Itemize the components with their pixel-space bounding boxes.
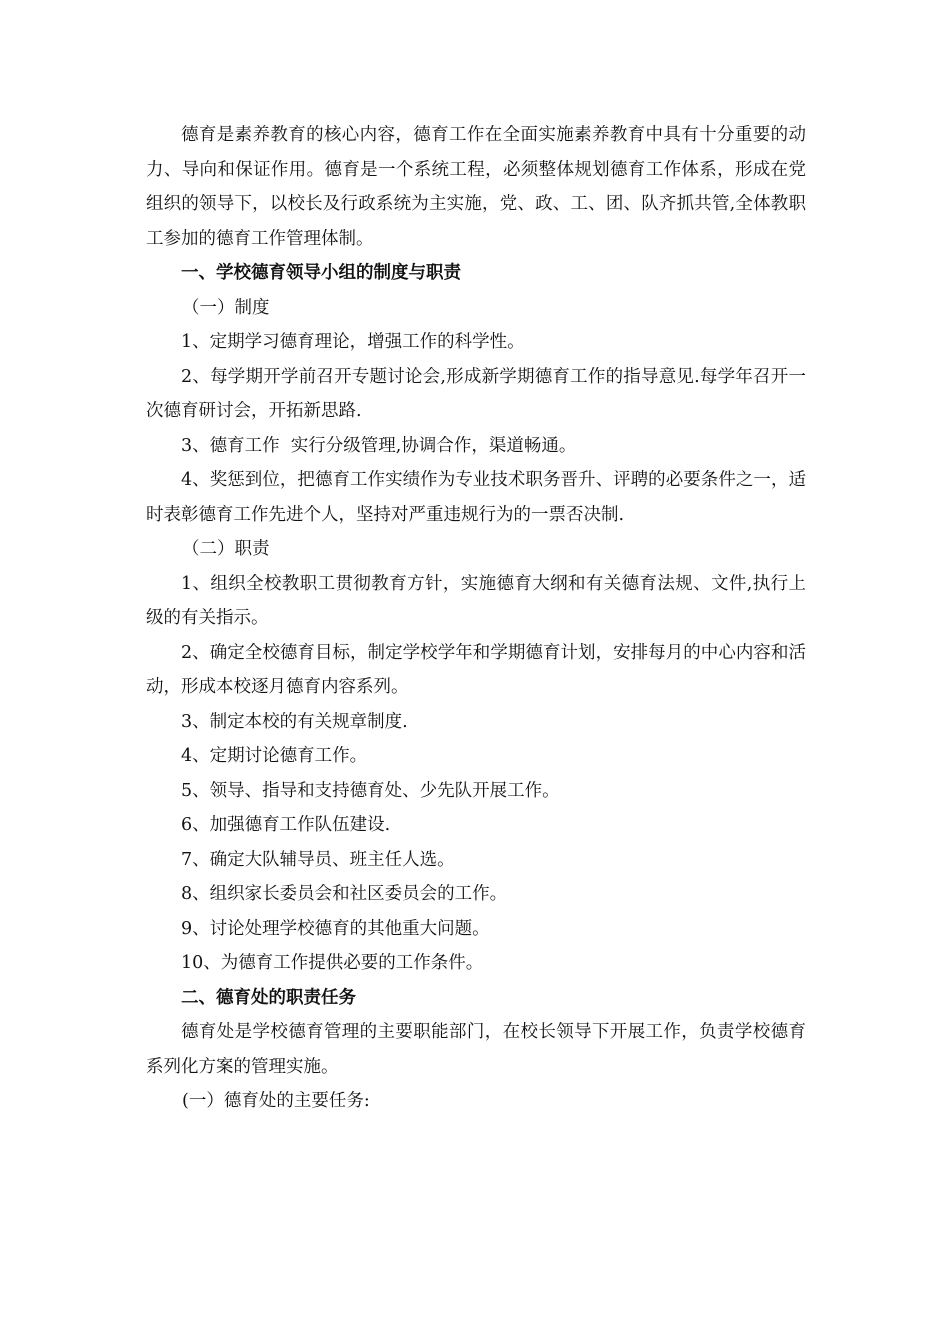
rule-item-4: 4、奖惩到位，把德育工作实绩作为专业技术职务晋升、评聘的必要条件之一，适时表彰德育工作先进个人，坚持对严重违规行为的一票否决制. [146,470,806,525]
duty-item-2: 2、确定全校德育目标，制定学校学年和学期德育计划，安排每月的中心内容和活动，形成本校逐月德育内容系列。 [146,642,806,697]
duty-item-10: 10、为德育工作提供必要的工作条件。 [181,953,484,973]
subsection-1-2-heading: （二）职责 [182,539,270,559]
duty-item-5: 5、领导、指导和支持德育处、少先队开展工作。 [181,780,560,801]
duty-item-4: 4、定期讨论德育工作。 [181,746,368,766]
subsection-1-1-heading: （一）制度 [182,297,270,318]
duty-item-9: 9、讨论处理学校德育的其他重大问题。 [181,918,490,939]
rule-item-1: 1、定期学习德育理论，增强工作的科学性。 [181,332,525,352]
section-1-heading: 一、学校德育领导小组的制度与职责 [181,263,461,283]
duty-item-8: 8、组织家长委员会和社区委员会的工作。 [181,884,508,904]
document-page [146,118,806,1119]
duty-item-1: 1、组织全校教职工贯彻教育方针，实施德育大纲和有关德育法规、文件,执行上级的有关指示。 [146,573,806,628]
duty-item-3: 3、制定本校的有关规章制度. [181,711,408,732]
subsection-2-1-heading: (一）德育处的主要任务: [182,1091,370,1111]
section-2-intro: 德育处是学校德育管理的主要职能部门，在校长领导下开展工作，负责学校德育系列化方案的管理实施。 [146,1022,806,1077]
rule-item-2: 2、每学期开学前召开专题讨论会,形成新学期德育工作的指导意见.每学年召开一次德育研讨会，开拓新思路. [146,366,806,421]
intro-paragraph: 德育是素养教育的核心内容，德育工作在全面实施素养教育中具有十分重要的动力、导向和保证作用。德育是一个系统工程，必须整体规划德育工作体系，形成在党组织的领导下，以校长及行政系统为主实施，党、政、工、团、队齐抓共管,全体教职工参加的德育工作管理体制。 [146,125,806,249]
duty-item-7: 7、确定大队辅导员、班主任人选。 [181,849,455,870]
section-2-heading: 二、德育处的职责任务 [181,987,356,1008]
duty-item-6: 6、加强德育工作队伍建设. [181,815,391,835]
rule-item-3: 3、德育工作 实行分级管理,协调合作，渠道畅通。 [181,435,577,456]
